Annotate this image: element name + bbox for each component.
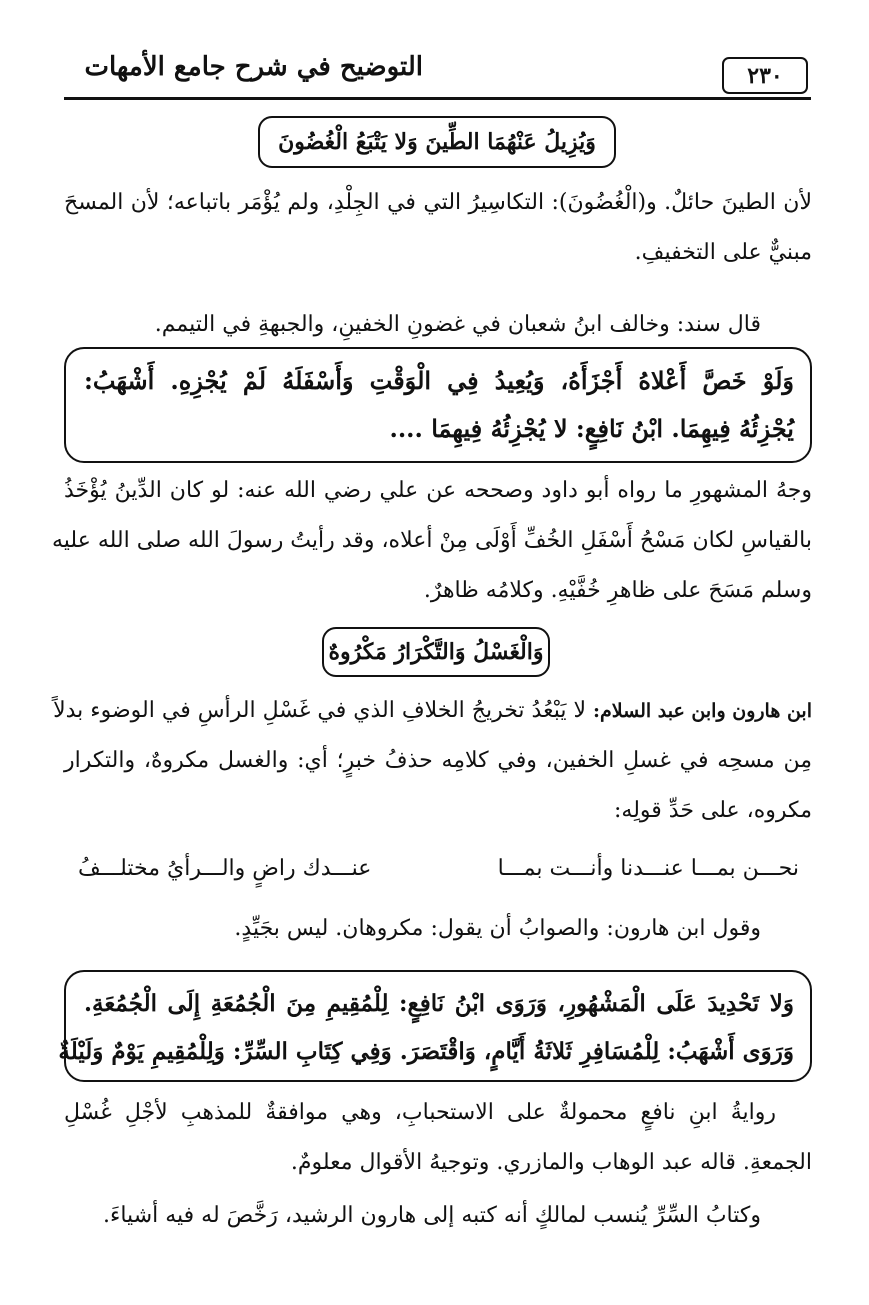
commentary-paragraph-3 — [52, 466, 812, 616]
commentary-paragraph-1 — [64, 178, 812, 278]
commentary-line-text: لا يَبْعُدُ تخريجُ الخلافِ الذي في غَسْلِ الرأسِ في الوضوء بدلاً — [53, 698, 587, 723]
matn-box-3 — [322, 627, 550, 677]
commentary-line: بالقياسِ لكان مَسْحُ أَسْفَلِ الخُفِّ أَوْلَى مِنْ أعلاه، وقد رأيتُ رسولَ الله صلى الله عليه — [52, 528, 812, 553]
matn-line: يُجْزِئُهُ فِيهِمَا. ابْنُ نَافِعٍ: لا يُجْزِئُهُ فِيهِمَا .... — [389, 414, 794, 443]
verse-hemistich-1: نحـــن بمـــا عنـــدنا وأنـــت بمـــا — [497, 856, 799, 881]
commentary-paragraph-4 — [53, 686, 812, 836]
matn-box-2 — [64, 347, 812, 463]
commentary-paragraph-7: وكتابُ السِّرِّ يُنسب لمالكٍ أنه كتبه إلى هارون الرشيد، رَخَّصَ له فيه أشياءَ. — [103, 1203, 761, 1228]
commentary-line: مبنيٌّ على التخفيفِ. — [634, 240, 812, 265]
commentary-line: وسلم مَسَحَ على ظاهرِ خُفَّيْهِ. وكلامُه ظاهرٌ. — [423, 578, 812, 603]
page-number — [722, 57, 808, 94]
commentary-paragraph-5: وقول ابن هارون: والصوابُ أن يقول: مكروهان. ليس بجَيِّدٍ. — [234, 916, 761, 941]
verse-hemistich-2: عنـــدك راضٍ والـــرأيُ مختلـــفُ — [78, 856, 372, 881]
matn-box-4 — [58, 970, 812, 1082]
page-number-text: ٢٣٠ — [747, 62, 783, 89]
commentary-paragraph-2: قال سند: وخالف ابنُ شعبان في غضونِ الخفينِ، والجبهةِ في التيمم. — [154, 312, 761, 337]
running-title: التوضيح في شرح جامع الأمهات — [84, 52, 423, 82]
commentary-line — [53, 686, 812, 736]
commentary-line: مِن مسحِه في غسلِ الخفين، وفي كلامِه حذفُ خبرٍ؛ أي: والغسل مكروهٌ، والتكرار — [64, 748, 812, 773]
header-rule — [64, 97, 811, 100]
matn-line: وَلا تَحْدِيدَ عَلَى الْمَشْهُورِ، وَرَوَى ابْنُ نَافِعٍ: لِلْمُقِيمِ مِنَ الْجُمُعَةِ إِلَى الْجُمُعَةِ. — [84, 990, 794, 1017]
cited-authorities: ابن هارون وابن عبد السلام: — [593, 700, 812, 722]
matn-line: وَرَوَى أَشْهَبُ: لِلْمُسَافِرِ ثَلاثَةُ أَيَّامٍ، وَاقْتَصَرَ. وَفِي كِتَابِ السِّرِّ: وَلِلْمُقِيمِ يَوْمٌ وَلَيْلَةٌ — [58, 1038, 794, 1065]
commentary-line: الجمعةِ. قاله عبد الوهاب والمازري. وتوجيهُ الأقوال معلومٌ. — [290, 1150, 812, 1175]
commentary-line: روايةُ ابنِ نافعٍ محمولةٌ على الاستحبابِ، وهي موافقةٌ للمذهبِ لأجْلِ غُسْلِ — [64, 1100, 776, 1125]
commentary-line: وجهُ المشهورِ ما رواه أبو داود وصححه عن علي رضي الله عنه: لو كان الدِّينُ يُؤْخَذُ — [64, 478, 812, 503]
matn-text-3: وَالْغَسْلُ وَالتَّكْرَارُ مَكْرُوهٌ — [328, 639, 544, 665]
matn-box-1 — [258, 116, 616, 168]
commentary-line: لأن الطينَ حائلٌ. و(الْغُضُونَ): التكاسِيرُ التي في الجِلْدِ، ولم يُؤْمَر باتباعه؛ لأن المسحَ — [64, 190, 812, 215]
commentary-paragraph-6 — [64, 1088, 812, 1188]
matn-text-1: وَيُزِيلُ عَنْهُمَا الطِّينَ وَلا يَتْبَعُ الْغُضُونَ — [278, 129, 596, 155]
matn-line: وَلَوْ خَصَّ أَعْلاهُ أَجْزَأَهُ، وَيُعِيدُ فِي الْوَقْتِ وَأَسْفَلَهُ لَمْ يُجْزِهِ. أَشْهَبُ: — [84, 366, 794, 395]
commentary-line: مكروه، على حَدِّ قولِه: — [614, 798, 812, 823]
